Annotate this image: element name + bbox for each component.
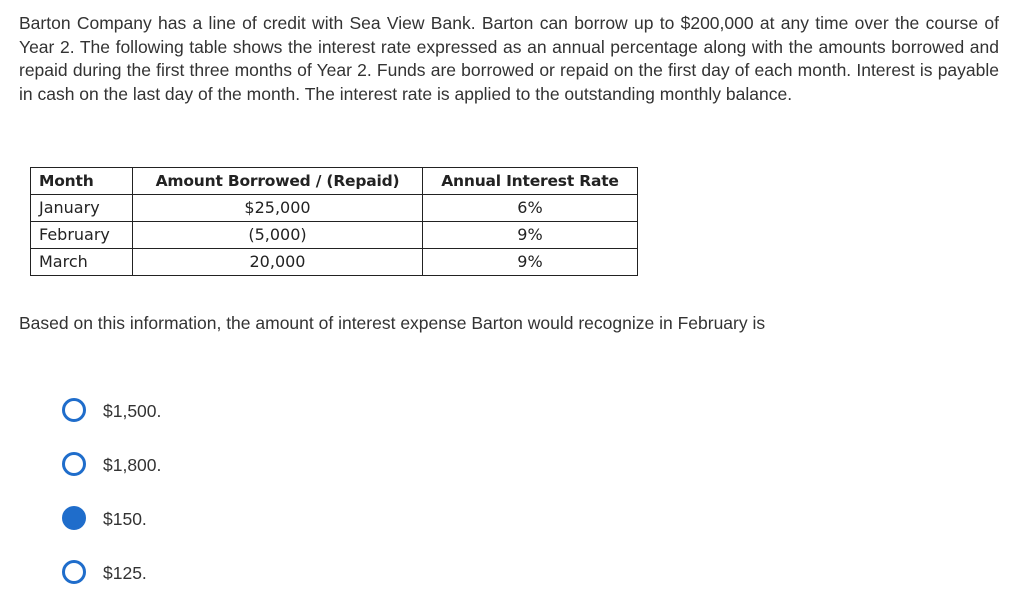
rate-cell: 9% bbox=[423, 249, 638, 276]
table-row bbox=[31, 195, 638, 222]
radio-button[interactable] bbox=[62, 560, 86, 584]
answer-option-2[interactable] bbox=[62, 452, 161, 506]
answer-option-4[interactable] bbox=[62, 560, 161, 614]
answer-option-1[interactable] bbox=[62, 398, 161, 452]
answer-options bbox=[62, 398, 161, 614]
question-prompt: Based on this information, the amount of interest expense Barton would recognize in February is bbox=[19, 313, 766, 333]
rate-cell: 9% bbox=[423, 222, 638, 249]
radio-button[interactable] bbox=[62, 452, 86, 476]
month-cell: January bbox=[31, 195, 133, 222]
answer-label: $150. bbox=[103, 509, 147, 529]
header-month: Month bbox=[31, 168, 133, 195]
table-row bbox=[31, 222, 638, 249]
amount-cell: 20,000 bbox=[133, 249, 423, 276]
question-stem: Barton Company has a line of credit with Sea View Bank. Barton can borrow up to $200,000 at any time over the course of Year 2. The following table shows the interest rate expressed as an annual percentage along with the amounts borrowed and repaid during the first three months of Year 2. Funds are borrowed or repaid on the first day of each month. Interest is payable in cash on the last day of the month. The interest rate is applied to the outstanding monthly balance. bbox=[19, 13, 999, 104]
table-row bbox=[31, 249, 638, 276]
radio-button[interactable] bbox=[62, 398, 86, 422]
answer-label: $1,800. bbox=[103, 455, 162, 475]
rate-cell: 6% bbox=[423, 195, 638, 222]
answer-label: $1,500. bbox=[103, 401, 162, 421]
header-amount: Amount Borrowed / (Repaid) bbox=[133, 168, 423, 195]
table-header-row bbox=[31, 168, 638, 195]
amount-cell: $25,000 bbox=[133, 195, 423, 222]
month-cell: March bbox=[31, 249, 133, 276]
answer-label: $125. bbox=[103, 563, 147, 583]
month-cell: February bbox=[31, 222, 133, 249]
radio-button[interactable] bbox=[62, 506, 86, 530]
amount-cell: (5,000) bbox=[133, 222, 423, 249]
answer-option-3[interactable] bbox=[62, 506, 161, 560]
credit-line-table bbox=[30, 167, 638, 276]
header-rate: Annual Interest Rate bbox=[423, 168, 638, 195]
